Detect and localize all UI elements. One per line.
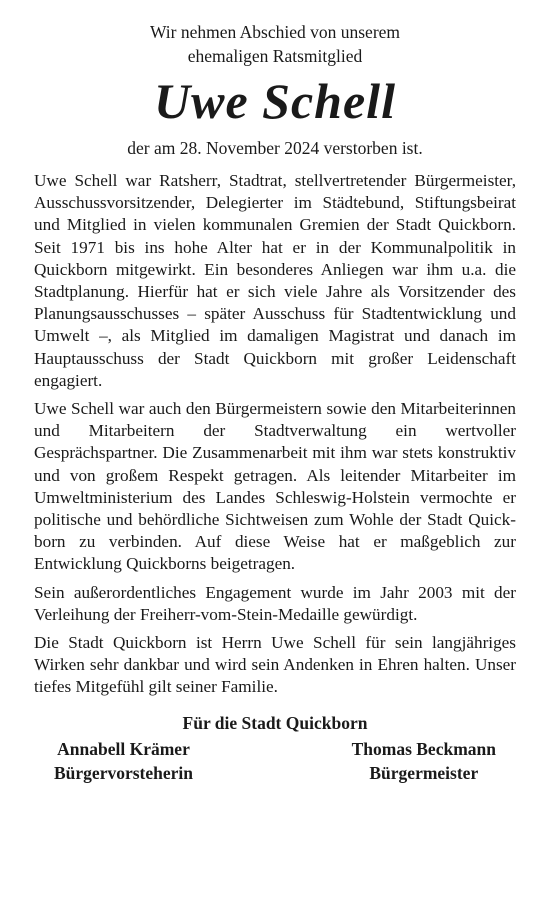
body-paragraph-2: Uwe Schell war auch den Bürgermeistern sowie den Mitarbeiterinnen und Mitarbeitern der Stadtverwaltung ein wertvoller Gesprächspartner. Die Zusammenarbeit mit ihm war stets konstruktiv und von großem Respekt getragen. Als leitender Mitarbeiter im Umweltministerium des Landes Schleswig-Holstein vermochte er politische und behördliche Sichtweisen zum Wohle der Stadt Quickborn zu verbinden. Auf diese Weise hat er maßgeblich zur Entwicklung Quickborns beigetragen. — [34, 399, 516, 574]
signer-left — [54, 737, 193, 785]
signers — [54, 737, 496, 785]
signer-right — [352, 737, 496, 785]
intro-line-1: Wir nehmen Abschied von unserem — [149, 22, 401, 42]
signer-role: Bürgervorsteherin — [54, 762, 193, 783]
signoff-line: Für die Stadt Quickborn — [182, 712, 368, 733]
death-date-line: der am 28. November 2024 verstorben ist. — [127, 138, 423, 158]
body-paragraph-1: Uwe Schell war Ratsherr, Stadtrat, stellvertretender Bürgermeister, Ausschussvorsitzender, Delegierter im Städtebund, Stiftungsbeirat und Mitglied in vielen kommunalen Gremien der Stadt Quickborn. Seit 1971 bis ins hohe Alter hat er in der Kommunalpolitik in Quickborn mitgewirkt. Ein besonderes Anliegen war ihm u.a. die Stadtplanung. Hierfür hat er sich viele Jahre als Vorsitzender des Planungsausschusses – später Ausschuss für Stadtentwicklung und Umwelt –, als Mitglied im damaligen Magistrat und danach im Hauptausschuss der Stadt Quickborn mit großer Leidenschaft engagiert. — [34, 171, 516, 390]
body-paragraph-4: Die Stadt Quickborn ist Herrn Uwe Schell für sein langjähriges Wirken sehr dankbar und wird sein Andenken in Ehren halten. Unser tiefes Mitgefühl gilt seiner Familie. — [34, 633, 516, 697]
body-paragraph-3: Sein außerordentliches Engagement wurde im Jahr 2003 mit der Verleihung der Freiherr-vom-Stein-Medaille gewürdigt. — [34, 582, 516, 624]
signer-name: Thomas Beckmann — [351, 738, 496, 759]
signer-role: Bürgermeister — [369, 762, 479, 783]
intro-line-2: ehemaligen Ratsmitglied — [187, 46, 363, 66]
deceased-name: Uwe Schell — [154, 73, 396, 129]
signer-name: Annabell Krämer — [57, 738, 190, 759]
